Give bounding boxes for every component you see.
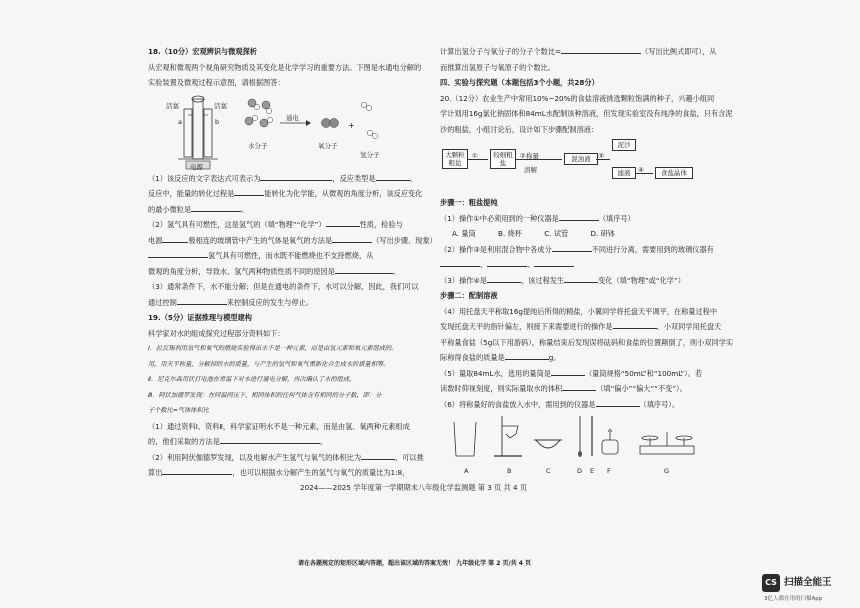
- flow-box-fine-salt: 较细粗盐: [490, 149, 516, 169]
- equip-label-f: F: [607, 467, 611, 475]
- q19-2-line2: 算出 ，也可以根据水分解产生的氢气与氧气的质量比为1:8，: [148, 468, 410, 477]
- scanner-watermark: [762, 572, 852, 604]
- s1-2-line2: 、 、: [440, 257, 730, 273]
- equip-label-a: A: [464, 467, 469, 475]
- electrolysis-figure: [148, 91, 423, 171]
- q20-line-2: 学计划用16g氯化钠固体和84mL水配制该种溶液，但发现实验室没有纯净的食盐，只有含泥: [440, 109, 733, 118]
- q18-3-line1: （3）通常条件下，水不能分解；但是在通电的条件下，水可以分解，因此，我们可以: [148, 282, 419, 291]
- q19-title: 19.（5分）证据推理与模型建构: [148, 313, 252, 322]
- q19-intro: 科学家对水的组成探究过程部分资料如下：: [148, 328, 285, 338]
- electrolysis-arrow-label: 通电: [286, 113, 299, 122]
- q18-intro-2: 实验装置及微观过程示意图，请根据图答：: [148, 78, 285, 87]
- step-1-title: 步骤一：粗盐提纯: [440, 198, 498, 207]
- q19-1-line2: 的，他们采取的方法是 。: [148, 437, 328, 446]
- q20-line-3: 沙的粗盐，小组讨论后，设计如下步骤配制溶液：: [440, 124, 599, 134]
- q19-1-line1: （1）通过资料Ⅰ、资料Ⅱ，科学家证明水不是一种元素，而是由氢、氧两种元素组成: [148, 421, 410, 431]
- electrolysis-diagram: [148, 91, 423, 171]
- watermark-subtitle: 3亿人都在用的扫描App: [764, 596, 823, 602]
- q19-item-3b: 子个数比=气体体积比: [148, 407, 209, 414]
- equip-label-b: B: [507, 467, 512, 475]
- flow-step-2: ②称量: [520, 152, 539, 160]
- page-footer: 2024——2025 学年度第一学期期末八年级化学监测题 第 3 页 共 4 页: [300, 483, 528, 492]
- tube-b-label: b: [215, 117, 220, 126]
- s2-4-line3: 平称量食盐（5g以下用游码），称量结束后发现误将砝码和食盐的位置颠倒了，则小双同学实: [440, 337, 734, 347]
- flow-box-turbid: 混浊液: [564, 153, 598, 165]
- q18-2-line1: （2）氢气具有可燃性，这是氢气的（填“物理”“化学”） 性质，检验与: [148, 220, 403, 229]
- equip-label-g: G: [664, 467, 670, 475]
- equip-label-e: E: [590, 467, 595, 475]
- camscanner-logo-icon: CS: [762, 574, 780, 592]
- power-label: 电源: [190, 162, 203, 171]
- flow-step-4: ④: [638, 166, 644, 174]
- q18-2-line2: 电源 极相连的玻璃管中产生的气体是氧气的方法是 （写出步骤、现象）: [148, 235, 437, 245]
- q19-item-3: Ⅲ．阿伏加德罗发现：在同温同压下，相同体积的任何气体含有相同的分子数，即：分: [148, 391, 382, 399]
- piston-right-label: 活塞: [214, 101, 227, 110]
- q18-1-line1: （1）该反应的文字表达式可表示为 ，反应类型是 。: [148, 173, 417, 183]
- q18-intro-1: 从宏观和微观两个视角研究物质及其变化是化学学习的重要方法。下图是水通电分解的: [148, 62, 422, 72]
- flow-arrow-1: [468, 159, 488, 160]
- q18-1-line2: 反应中，能量的转化过程是 能转化为化学能，从微观的角度分析，该反应变化: [148, 189, 423, 198]
- plus-sign: +: [348, 120, 355, 130]
- flow-box-filtrate: 滤液: [612, 167, 636, 179]
- step-2-title: 步骤二：配制溶液: [440, 291, 498, 300]
- section-4-title: 四、实验与探究题（本题包括3个小题，共28分）: [440, 78, 599, 87]
- equipment-diagram: [440, 412, 730, 464]
- q19-item-1: Ⅰ．拉瓦锡利用氢气和氧气的燃烧实验得出水不是一种元素，而是由氢元素和氧元素组成的。: [148, 345, 398, 352]
- water-molecule-label: 水分子: [248, 141, 268, 150]
- procedure-flowchart: [440, 137, 730, 195]
- s2-5-line1: （5）量取84mL水，选用的量筒是 （量筒规格“50mL”和“100mL”）。若: [440, 368, 703, 378]
- tube-a-label: a: [178, 117, 182, 126]
- flow-box-coarse-salt: 大颗粒粗盐: [442, 149, 468, 169]
- r-line-1: 计算出氢分子与氧分子的分子个数比= （写出比例式即可），从: [440, 47, 717, 56]
- q18-2-line3: 氢气具有可燃性，而水既不能燃烧也不支持燃烧，从: [148, 248, 423, 264]
- s2-4-line4: 际称得食盐的质量是 g。: [440, 353, 561, 362]
- piston-left-label: 活塞: [166, 101, 179, 110]
- q18-title: 18.（10分）宏观辨识与微观探析: [148, 47, 257, 56]
- q19-2-line1: （2）利用阿伏伽德罗发现，以及电解水产生氢气与氧气的体积比为 ，可以推: [148, 452, 424, 462]
- answer-area-notice: 请在各题规定的矩形区域内答题，超出该区域的答案无效！ 九年级化学 第 2 页/共 4 页: [298, 560, 532, 567]
- flow-step-3: ③: [598, 152, 604, 160]
- left-column: [148, 44, 437, 481]
- q18-3-line2: 通过控制 来控制反应的发生与停止。: [148, 297, 314, 307]
- hydrogen-molecule-label: 氢分子: [360, 150, 380, 159]
- s1-3-line: （3）操作④是 ，该过程发生 变化（填“物理”或“化学”）: [440, 275, 685, 285]
- s2-6-line: （6）将称量好的食盐放入水中，需用到的仪器是 （填序号）。: [440, 399, 680, 409]
- equipment-figure: [440, 412, 730, 476]
- flow-box-sand: 泥沙: [612, 139, 636, 151]
- watermark-title: 扫描全能王: [784, 577, 832, 588]
- s1-1-line: （1）操作①中必须用到的一种仪器是 （填序号）: [440, 213, 635, 223]
- q18-2-line4: 微观的角度分析，导致水、氢气两种物质性质不同的原因是 。: [148, 266, 401, 276]
- s1-2-line1: （2）操作③是利用混合物中各成分 不同进行分离，需要用到的玻璃仪器有: [440, 244, 714, 254]
- s2-4-line2: 发现托盘天平的指针偏左，则接下来需要进行的操作是 。小双同学用托盘天: [440, 322, 722, 331]
- flow-box-crystal: 食盐晶体: [655, 167, 693, 179]
- flow-step-1: ①: [472, 152, 478, 160]
- right-column: [440, 44, 734, 476]
- equip-label-c: C: [546, 467, 551, 475]
- r-line-2: 而推算出氢原子与氧原子的个数比。: [440, 62, 556, 72]
- s2-5-line2: 读数时仰视刻度，则实际量取水的体积 （填“偏小”“偏大”“不变”）。: [440, 384, 687, 393]
- flow-step-2b: 溶解: [524, 166, 537, 174]
- q19-item-1b: 用，用天平称量，分解掉的水的质量，与产生的氢气和氧气重新化合生成水的质量相等。: [148, 360, 390, 368]
- q19-item-2: Ⅱ．尼克尔森用伏打电池在常温下对水进行通电分解，再次确认了水的组成。: [148, 376, 356, 383]
- q20-line-1: 20.（12分）农业生产中常用10%~20%的食盐溶液挑选颗粒饱满的种子，兴趣小组同: [440, 93, 715, 103]
- equip-label-d: D: [577, 467, 583, 475]
- s1-options: A. 量筒 B. 烧杯 C. 试管 D. 研钵: [452, 229, 615, 238]
- q18-1-line3: 的最小微粒是 。: [148, 204, 249, 214]
- s2-4-line1: （4）用托盘天平称取16g提纯后所得的精盐，小翼同学将托盘天平调平，在称量过程中: [440, 306, 718, 316]
- oxygen-molecule-label: 氧分子: [318, 141, 338, 150]
